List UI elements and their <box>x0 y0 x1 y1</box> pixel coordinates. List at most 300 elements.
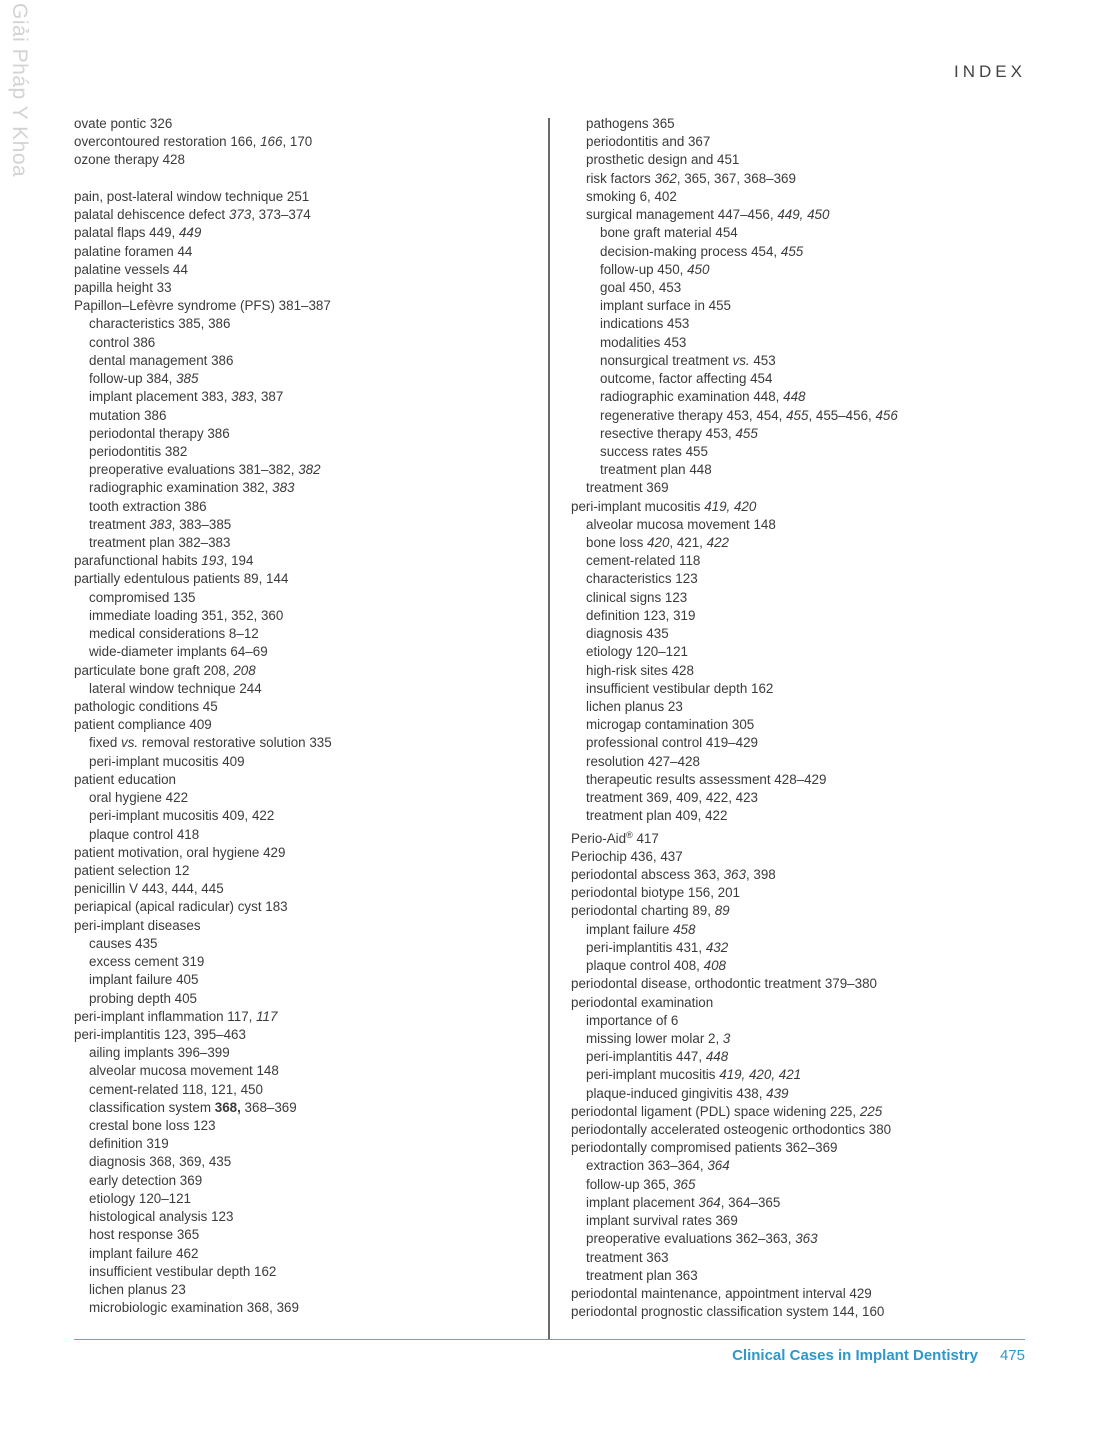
entry-text: 363 <box>723 866 746 882</box>
entry-text: 364 <box>707 1158 730 1174</box>
entry-text: peri-implant diseases <box>74 917 201 933</box>
entry-text: outcome, factor affecting 454 <box>600 371 773 387</box>
index-entry <box>74 880 544 898</box>
entry-text: 385 <box>176 371 199 387</box>
entry-text: lateral window technique 244 <box>89 680 262 696</box>
entry-text: treatment plan 382–383 <box>89 535 231 551</box>
index-subentry <box>74 1099 544 1117</box>
entry-text: peri-implantitis 431, <box>586 939 706 955</box>
index-entry <box>74 133 544 151</box>
entry-text: papilla height 33 <box>74 279 172 295</box>
entry-text: characteristics 123 <box>586 571 698 587</box>
entry-text: 419, 420, 421 <box>719 1067 802 1083</box>
entry-text: 450 <box>687 261 710 277</box>
index-subentry <box>74 1263 544 1281</box>
index-subentry <box>74 589 544 607</box>
index-subentry <box>74 935 544 953</box>
entry-text: success rates 455 <box>600 443 708 459</box>
entry-text: plaque-induced gingivitis 438, <box>586 1085 767 1101</box>
entry-text: , 421, <box>669 535 707 551</box>
index-subentry <box>571 534 1041 552</box>
entry-text: Periochip 436, 437 <box>571 848 683 864</box>
index-subentry <box>74 1081 544 1099</box>
entry-text: treatment plan 363 <box>586 1267 698 1283</box>
index-subentry <box>74 1208 544 1226</box>
entry-text: nonsurgical treatment <box>600 352 733 368</box>
entry-text: radiographic examination 448, <box>600 389 784 405</box>
index-entry <box>74 898 544 916</box>
index-subentry <box>571 425 1041 443</box>
entry-text: implant survival rates 369 <box>586 1213 738 1229</box>
entry-text: 117 <box>256 1008 278 1024</box>
index-subentry <box>571 753 1041 771</box>
index-subentry <box>571 643 1041 661</box>
entry-text: peri-implant mucositis 409, 422 <box>89 808 275 824</box>
entry-text: high-risk sites 428 <box>586 662 694 678</box>
entry-text: clinical signs 123 <box>586 589 688 605</box>
entry-text: treatment plan 409, 422 <box>586 808 728 824</box>
index-column-right <box>571 115 1041 1321</box>
entry-text: indications 453 <box>600 316 690 332</box>
entry-text: 455 <box>780 243 804 259</box>
entry-text: 456 <box>875 407 898 423</box>
index-subentry <box>74 1299 544 1317</box>
index-subentry <box>571 443 1041 461</box>
entry-text: etiology 120–121 <box>89 1190 192 1206</box>
entry-text: periodontal biotype 156, 201 <box>571 885 741 901</box>
entry-text: definition 123, 319 <box>586 607 696 623</box>
entry-text: 422 <box>706 535 729 551</box>
index-subentry <box>571 151 1041 169</box>
index-entry <box>74 662 544 680</box>
index-subentry <box>571 570 1041 588</box>
entry-text: 365 <box>673 1176 696 1192</box>
index-entry <box>74 570 544 588</box>
entry-text: implant surface in 455 <box>600 298 732 314</box>
entry-text: vs. <box>732 352 750 368</box>
entry-text: medical considerations 8–12 <box>89 626 259 642</box>
index-entry <box>74 1008 544 1026</box>
index-subentry <box>74 990 544 1008</box>
entry-text: 208 <box>233 662 256 678</box>
entry-text: 368, <box>214 1099 241 1115</box>
entry-text: treatment 363 <box>586 1249 669 1265</box>
entry-text: microgap contamination 305 <box>586 717 755 733</box>
entry-text: 449, 450 <box>777 207 830 223</box>
entry-text: wide-diameter implants 64–69 <box>89 644 268 660</box>
watermark-text: Giải Pháp Y Khoa <box>8 3 31 178</box>
entry-text: peri-implant mucositis <box>586 1067 720 1083</box>
entry-text: pain, post-lateral window technique 251 <box>74 188 310 204</box>
entry-text: parafunctional habits <box>74 553 202 569</box>
entry-text: penicillin V 443, 444, 445 <box>74 881 224 897</box>
index-subentry <box>74 734 544 752</box>
entry-text: smoking 6, 402 <box>586 188 677 204</box>
entry-text: palatal flaps 449, <box>74 225 179 241</box>
index-subentry <box>74 1135 544 1153</box>
entry-text: 373 <box>228 207 252 223</box>
index-subentry <box>571 1030 1041 1048</box>
index-subentry <box>571 315 1041 333</box>
entry-text: , 365, 367, 368–369 <box>676 170 796 186</box>
entry-text: extraction 363–364, <box>586 1158 708 1174</box>
column-divider <box>548 118 550 1339</box>
index-subentry <box>74 753 544 771</box>
entry-text: excess cement 319 <box>89 954 205 970</box>
entry-text: 432 <box>705 939 729 955</box>
entry-text: Perio-Aid <box>571 830 627 846</box>
entry-text: 449 <box>178 225 202 241</box>
index-subentry <box>74 1226 544 1244</box>
index-entry <box>571 498 1041 516</box>
entry-text: modalities 453 <box>600 334 687 350</box>
entry-text: pathologic conditions 45 <box>74 699 218 714</box>
index-subentry <box>74 1044 544 1062</box>
entry-text: 362 <box>654 170 677 186</box>
index-entry <box>74 698 544 716</box>
entry-text: , 170 <box>282 134 313 150</box>
index-subentry <box>74 1190 544 1208</box>
index-subentry <box>571 1194 1041 1212</box>
entry-text: , 194 <box>223 553 254 569</box>
index-subentry <box>571 1066 1041 1084</box>
entry-text: partially edentulous patients 89, 144 <box>74 571 289 587</box>
index-subentry <box>74 789 544 807</box>
index-subentry <box>74 352 544 370</box>
index-subentry <box>571 1085 1041 1103</box>
index-subentry <box>74 1153 544 1171</box>
index-subentry <box>571 279 1041 297</box>
index-entry <box>74 243 544 261</box>
entry-text: cement-related 118 <box>586 553 701 569</box>
entry-text: mutation 386 <box>89 407 167 423</box>
index-subentry <box>571 807 1041 825</box>
entry-text: periodontal maintenance, appointment interval 429 <box>571 1286 872 1301</box>
index-entry <box>571 866 1041 884</box>
index-entry <box>74 771 544 789</box>
entry-text: peri-implant mucositis <box>571 498 705 514</box>
entry-text: peri-implant mucositis 409 <box>89 753 245 769</box>
index-subentry <box>74 826 544 844</box>
entry-text: 439 <box>766 1085 789 1101</box>
index-entry <box>74 151 544 169</box>
index-entry <box>74 206 544 224</box>
entry-text: peri-implantitis 123, 395–463 <box>74 1026 246 1042</box>
entry-text: periodontal prognostic classification system 144, 160 <box>571 1304 885 1320</box>
index-entry <box>571 848 1041 866</box>
index-subentry <box>571 921 1041 939</box>
index-entry <box>74 1026 544 1044</box>
entry-text: ovate pontic 326 <box>74 116 173 131</box>
entry-text: 364 <box>698 1194 721 1210</box>
entry-text: periodontal charting 89, <box>571 903 715 919</box>
entry-text: periodontitis and 367 <box>586 134 711 150</box>
index-entry <box>74 115 544 133</box>
entry-text: peri-implantitis 447, <box>586 1049 706 1065</box>
entry-text: 89 <box>714 903 730 919</box>
index-entry <box>74 917 544 935</box>
entry-text: ailing implants 396–399 <box>89 1045 230 1061</box>
index-subentry <box>571 1249 1041 1267</box>
entry-text: bone graft material 454 <box>600 225 738 241</box>
index-subentry <box>571 957 1041 975</box>
entry-text: 455 <box>786 407 809 423</box>
index-subentry <box>571 170 1041 188</box>
entry-text: 420 <box>647 535 670 551</box>
index-entry <box>571 884 1041 902</box>
index-subentry <box>74 1117 544 1135</box>
entry-text: periapical (apical radicular) cyst 183 <box>74 899 288 915</box>
entry-text: etiology 120–121 <box>586 644 689 660</box>
footer-book-title: Clinical Cases in Implant Dentistry <box>732 1347 978 1364</box>
entry-text: implant placement <box>586 1194 699 1210</box>
entry-text: classification system <box>89 1099 215 1115</box>
index-subentry <box>74 953 544 971</box>
entry-text: definition 319 <box>89 1136 169 1152</box>
entry-text: insufficient vestibular depth 162 <box>586 680 774 696</box>
entry-text: resective therapy 453, <box>600 425 736 441</box>
entry-text: Papillon–Lefèvre syndrome (PFS) 381–387 <box>74 298 331 314</box>
index-subentry <box>74 516 544 534</box>
entry-text: control 386 <box>89 334 156 350</box>
entry-text: periodontally compromised patients 362–369 <box>571 1140 838 1156</box>
index-subentry <box>571 552 1041 570</box>
entry-text: insufficient vestibular depth 162 <box>89 1263 277 1279</box>
entry-text: , 383–385 <box>171 516 232 532</box>
index-subentry <box>571 698 1041 716</box>
entry-text: lichen planus 23 <box>586 699 683 714</box>
index-subentry <box>571 243 1041 261</box>
entry-text: compromised 135 <box>89 589 196 605</box>
entry-text: alveolar mucosa movement 148 <box>89 1063 279 1079</box>
entry-text: 448 <box>783 389 806 405</box>
index-entry <box>571 1139 1041 1157</box>
entry-text: periodontal abscess 363, <box>571 866 724 882</box>
index-entry <box>74 297 544 315</box>
entry-text: alveolar mucosa movement 148 <box>586 516 776 532</box>
entry-text: 383 <box>272 480 295 496</box>
entry-text: lichen planus 23 <box>89 1282 186 1297</box>
entry-text: palatine vessels 44 <box>74 261 188 277</box>
index-subentry <box>571 625 1041 643</box>
entry-text: 3 <box>722 1030 731 1046</box>
entry-text: surgical management 447–456, <box>586 207 778 223</box>
index-entry <box>74 716 544 734</box>
entry-text: periodontal ligament (PDL) space widening 225, <box>571 1103 860 1119</box>
entry-text: , 364–365 <box>720 1194 781 1210</box>
entry-text: implant failure 405 <box>89 972 199 988</box>
entry-text: 225 <box>859 1103 883 1119</box>
entry-text: follow-up 384, <box>89 371 177 387</box>
entry-text: oral hygiene 422 <box>89 790 189 806</box>
entry-text: patient selection 12 <box>74 862 190 878</box>
entry-text: missing lower molar 2, <box>586 1030 723 1046</box>
index-entry <box>74 224 544 242</box>
index-subentry <box>571 662 1041 680</box>
index-subentry <box>571 1012 1041 1030</box>
index-subentry <box>571 589 1041 607</box>
index-subentry <box>571 261 1041 279</box>
entry-text: early detection 369 <box>89 1172 203 1188</box>
entry-text: pathogens 365 <box>586 116 675 131</box>
entry-text: ® <box>626 829 633 840</box>
entry-text: periodontal therapy 386 <box>89 425 230 441</box>
index-subentry <box>74 443 544 461</box>
index-entry <box>74 552 544 570</box>
index-subentry <box>571 1212 1041 1230</box>
index-subentry <box>74 388 544 406</box>
entry-text: periodontal disease, orthodontic treatment 379–380 <box>571 976 877 992</box>
entry-text: 419, 420 <box>704 498 757 514</box>
entry-text: vs. <box>121 735 139 751</box>
index-subentry <box>74 425 544 443</box>
index-entry <box>571 1285 1041 1303</box>
entry-text: risk factors <box>586 170 655 186</box>
entry-text: regenerative therapy 453, 454, <box>600 407 787 423</box>
index-entry <box>571 826 1041 848</box>
index-entry <box>74 279 544 297</box>
entry-text: plaque control 408, <box>586 958 704 974</box>
entry-text: 193 <box>201 553 224 569</box>
entry-text: decision-making process 454, <box>600 243 781 259</box>
index-subentry <box>74 479 544 497</box>
entry-text: , 387 <box>253 389 284 405</box>
index-subentry <box>571 224 1041 242</box>
index-entry <box>74 261 544 279</box>
entry-text: treatment <box>89 516 150 532</box>
index-subentry <box>74 461 544 479</box>
entry-text: ozone therapy 428 <box>74 152 185 168</box>
entry-text: diagnosis 435 <box>586 626 669 642</box>
index-subentry <box>571 1267 1041 1285</box>
entry-text: peri-implant inflammation 117, <box>74 1008 257 1024</box>
entry-text: , 455–456, <box>808 407 876 423</box>
entry-text: 453 <box>749 352 776 368</box>
index-subentry <box>571 461 1041 479</box>
index-subentry <box>571 388 1041 406</box>
entry-text: patient compliance 409 <box>74 717 212 733</box>
index-subentry <box>74 680 544 698</box>
entry-text: 166 <box>260 134 283 150</box>
entry-text: preoperative evaluations 381–382, <box>89 462 299 478</box>
entry-text: follow-up 450, <box>600 261 688 277</box>
index-subentry <box>571 115 1041 133</box>
entry-text: 368–369 <box>240 1099 297 1115</box>
index-subentry <box>571 479 1041 497</box>
index-subentry <box>74 1172 544 1190</box>
index-entry <box>571 975 1041 993</box>
entry-text: particulate bone graft 208, <box>74 662 234 678</box>
index-subentry <box>74 607 544 625</box>
footer-rule <box>74 1339 1025 1340</box>
index-subentry <box>571 1048 1041 1066</box>
entry-text: 408 <box>703 958 726 974</box>
entry-text: 363 <box>795 1231 818 1247</box>
entry-text: bone loss <box>586 535 648 551</box>
entry-text: patient motivation, oral hygiene 429 <box>74 844 286 860</box>
entry-text: implant placement 383, <box>89 389 232 405</box>
entry-text: tooth extraction 386 <box>89 498 207 514</box>
index-subentry <box>74 1245 544 1263</box>
entry-text: preoperative evaluations 362–363, <box>586 1231 796 1247</box>
index-subentry <box>571 716 1041 734</box>
index-subentry <box>571 607 1041 625</box>
index-entry <box>571 902 1041 920</box>
index-subentry <box>571 789 1041 807</box>
index-subentry <box>74 625 544 643</box>
entry-text: implant failure 462 <box>89 1245 199 1261</box>
entry-text: plaque control 418 <box>89 826 200 842</box>
page-number: 475 <box>999 1347 1025 1364</box>
entry-text: treatment 369, 409, 422, 423 <box>586 790 758 806</box>
index-subentry <box>74 370 544 388</box>
entry-text: therapeutic results assessment 428–429 <box>586 771 827 787</box>
index-subentry <box>74 1281 544 1299</box>
index-entry <box>571 1303 1041 1321</box>
index-subentry <box>74 971 544 989</box>
index-subentry <box>74 334 544 352</box>
index-subentry <box>571 352 1041 370</box>
entry-text: , 373–374 <box>251 207 311 223</box>
entry-text: follow-up 365, <box>586 1176 674 1192</box>
entry-text: characteristics 385, 386 <box>89 316 231 332</box>
index-subentry <box>571 334 1041 352</box>
section-title: INDEX <box>954 62 1026 81</box>
entry-text: prosthetic design and 451 <box>586 152 740 168</box>
index-subentry <box>571 1176 1041 1194</box>
entry-text: probing depth 405 <box>89 990 197 1006</box>
index-subentry <box>74 534 544 552</box>
index-subentry <box>571 516 1041 534</box>
entry-text: removal restorative solution 335 <box>138 735 332 751</box>
index-subentry <box>571 297 1041 315</box>
index-subentry <box>571 734 1041 752</box>
entry-text: resolution 427–428 <box>586 753 700 769</box>
entry-text: 448 <box>705 1049 729 1065</box>
index-subentry <box>571 680 1041 698</box>
entry-text: 455 <box>735 425 758 441</box>
entry-text: professional control 419–429 <box>586 735 758 751</box>
index-subentry <box>74 643 544 661</box>
entry-text: overcontoured restoration 166, <box>74 134 261 150</box>
entry-text: microbiologic examination 368, 369 <box>89 1300 299 1316</box>
index-column-left <box>74 115 544 1317</box>
entry-text: immediate loading 351, 352, 360 <box>89 607 284 623</box>
entry-text: patient education <box>74 771 176 787</box>
entry-text: implant failure <box>586 921 674 937</box>
entry-text: palatine foramen 44 <box>74 243 193 259</box>
entry-text: 383 <box>149 516 172 532</box>
entry-spacer <box>74 170 544 188</box>
index-subentry <box>571 1230 1041 1248</box>
index-subentry <box>571 407 1041 425</box>
index-subentry <box>571 188 1041 206</box>
entry-text: treatment plan 448 <box>600 462 712 478</box>
entry-text: periodontally accelerated osteogenic orthodontics 380 <box>571 1122 892 1138</box>
entry-text: 417 <box>632 830 659 846</box>
entry-text: palatal dehiscence defect <box>74 207 229 223</box>
index-subentry <box>74 315 544 333</box>
entry-text: cement-related 118, 121, 450 <box>89 1081 263 1097</box>
entry-text: goal 450, 453 <box>600 279 682 295</box>
entry-text: 383 <box>231 389 254 405</box>
entry-text: importance of 6 <box>586 1012 679 1028</box>
index-subentry <box>571 133 1041 151</box>
index-subentry <box>74 1062 544 1080</box>
index-subentry <box>74 498 544 516</box>
entry-text: dental management 386 <box>89 352 234 368</box>
index-subentry <box>571 939 1041 957</box>
